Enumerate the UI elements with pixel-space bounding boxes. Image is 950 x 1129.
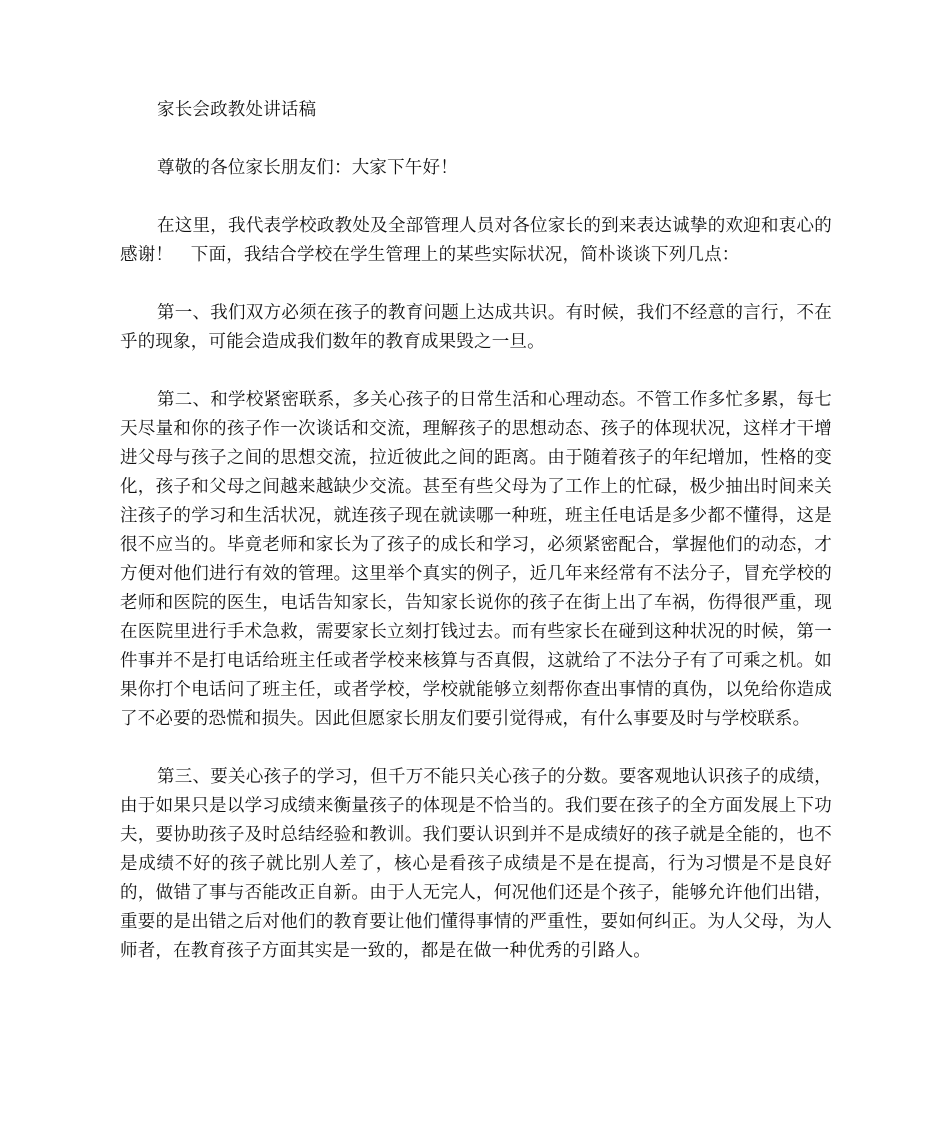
greeting-paragraph: 尊敬的各位家长朋友们：大家下午好！ [157,158,458,178]
point-two-paragraph: 第二、和学校紧密联系，多关心孩子的日常生活和心理动态。不管工作多忙多累，每七天尽量和你的孩子作一次谈话和交流，理解孩子的思想动态、孩子的体现状况，这样才干增进父母与孩子之间的思想交流，拉近彼此之间的距离。由于随着孩子的年纪增加，性格的变化，孩子和父母之间越来越缺少交流。甚至有些父母为了工作上的忙碌，极少抽出时间来关注孩子的学习和生活状况，就连孩子现在就读哪一种班，班主任电话是多少都不懂得，这是很不应当的。毕竟老师和家长为了孩子的成长和学习，必须紧密配合，掌握他们的动态，才方便对他们进行有效的管理。这里举个真实的例子，近几年来经常有不法分子，冒充学校的老师和医院的医生，电话告知家长，告知家长说你的孩子在街上出了车祸，伤得很严重，现在医院里进行手术急救，需要家长立刻打钱过去。而有些家长在碰到这种状况的时候，第一件事并不是打电话给班主任或者学校来核算与否真假，这就给了不法分子有了可乘之机。如果你打个电话问了班主任，或者学校，学校就能够立刻帮你查出事情的真伪，以免给你造成了不必要的恐慌和损失。因此但愿家长朋友们要引觉得戒，有什么事要及时与学校联系。 [120,390,832,729]
intro-paragraph: 在这里，我代表学校政教处及全部管理人员对各位家长的到来表达诚挚的欢迎和衷心的感谢！ 下面，我结合学校在学生管理上的某些实际状况，简朴谈谈下列几点： [120,216,832,265]
document-title: 家长会政教处讲话稿 [157,100,317,120]
point-one-paragraph: 第一、我们双方必须在孩子的教育问题上达成共识。有时候，我们不经意的言行，不在乎的现象，可能会造成我们数年的教育成果毁之一旦。 [120,303,832,352]
point-three-paragraph: 第三、要关心孩子的学习，但千万不能只关心孩子的分数。要客观地认识孩子的成绩，由于如果只是以学习成绩来衡量孩子的体现是不恰当的。我们要在孩子的全方面发展上下功夫，要协助孩子及时总结经验和教训。我们要认识到并不是成绩好的孩子就是全能的，也不是成绩不好的孩子就比别人差了，核心是看孩子成绩是不是在提高，行为习惯是不是良好的，做错了事与否能改正自新。由于人无完人，何况他们还是个孩子，能够允许他们出错，重要的是出错之后对他们的教育要让他们懂得事情的严重性，要如何纠正。为人父母，为人师者，在教育孩子方面其实是一致的，都是在做一种优秀的引路人。 [120,767,832,961]
document-page [120,96,832,995]
